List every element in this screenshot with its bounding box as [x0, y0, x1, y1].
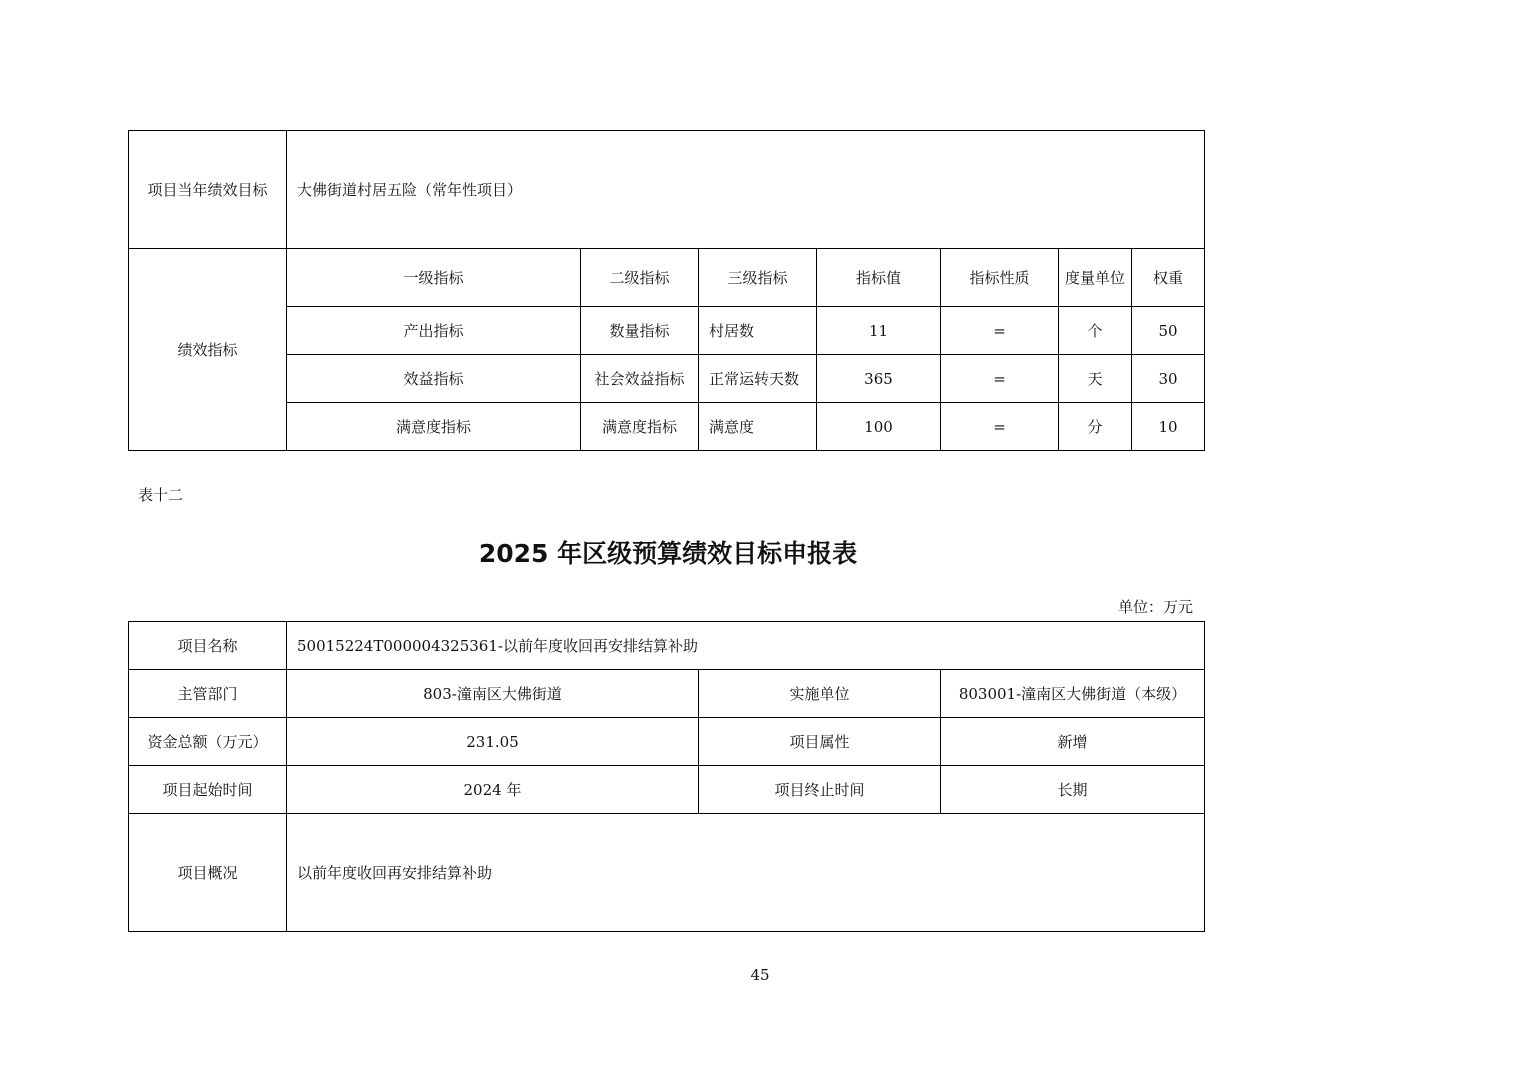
- end-value: 长期: [941, 766, 1205, 814]
- table-row: [129, 355, 1205, 403]
- project-declaration-table: [128, 621, 1205, 932]
- level2-cell: 满意度指标: [581, 403, 699, 451]
- header-unit: 度量单位: [1059, 249, 1132, 307]
- table-label: 表十二: [138, 486, 184, 504]
- header-level1: 一级指标: [287, 249, 581, 307]
- level3-cell: 正常运转天数: [699, 355, 817, 403]
- goal-label-cell: 项目当年绩效目标: [129, 131, 287, 249]
- start-label: 项目起始时间: [129, 766, 287, 814]
- header-level3: 三级指标: [699, 249, 817, 307]
- level1-cell: 产出指标: [287, 307, 581, 355]
- end-label: 项目终止时间: [699, 766, 941, 814]
- level1-cell: 效益指标: [287, 355, 581, 403]
- unit-note: 单位：万元: [1117, 598, 1193, 616]
- performance-indicator-table: [128, 130, 1205, 451]
- level2-cell: 社会效益指标: [581, 355, 699, 403]
- overview-label: 项目概况: [129, 814, 287, 932]
- header-nature: 指标性质: [941, 249, 1059, 307]
- table-row: [129, 403, 1205, 451]
- unit-cell: 个: [1059, 307, 1132, 355]
- level3-cell: 满意度: [699, 403, 817, 451]
- level1-cell: 满意度指标: [287, 403, 581, 451]
- nature-cell: =: [941, 403, 1059, 451]
- level2-cell: 数量指标: [581, 307, 699, 355]
- unit-cell: 天: [1059, 355, 1132, 403]
- page-number: 45: [750, 966, 770, 984]
- project-name-label: 项目名称: [129, 622, 287, 670]
- project-name-value: 50015224T000004325361-以前年度收回再安排结算补助: [287, 622, 1205, 670]
- attr-value: 新增: [941, 718, 1205, 766]
- table-row: [129, 307, 1205, 355]
- value-cell: 11: [817, 307, 941, 355]
- value-cell: 100: [817, 403, 941, 451]
- weight-cell: 30: [1132, 355, 1205, 403]
- indicator-label-cell: 绩效指标: [129, 249, 287, 451]
- dept-label: 主管部门: [129, 670, 287, 718]
- nature-cell: =: [941, 307, 1059, 355]
- impl-value: 803001-潼南区大佛街道（本级）: [941, 670, 1205, 718]
- level3-cell: 村居数: [699, 307, 817, 355]
- goal-value-cell: 大佛街道村居五险（常年性项目）: [287, 131, 1205, 249]
- impl-label: 实施单位: [699, 670, 941, 718]
- header-value: 指标值: [817, 249, 941, 307]
- nature-cell: =: [941, 355, 1059, 403]
- page-title: 2025 年区级预算绩效目标申报表: [478, 539, 858, 568]
- header-level2: 二级指标: [581, 249, 699, 307]
- dept-value: 803-潼南区大佛街道: [287, 670, 699, 718]
- value-cell: 365: [817, 355, 941, 403]
- attr-label: 项目属性: [699, 718, 941, 766]
- fund-value: 231.05: [287, 718, 699, 766]
- start-value: 2024 年: [287, 766, 699, 814]
- unit-cell: 分: [1059, 403, 1132, 451]
- header-weight: 权重: [1132, 249, 1205, 307]
- overview-value: 以前年度收回再安排结算补助: [287, 814, 1205, 932]
- weight-cell: 10: [1132, 403, 1205, 451]
- fund-label: 资金总额（万元）: [129, 718, 287, 766]
- weight-cell: 50: [1132, 307, 1205, 355]
